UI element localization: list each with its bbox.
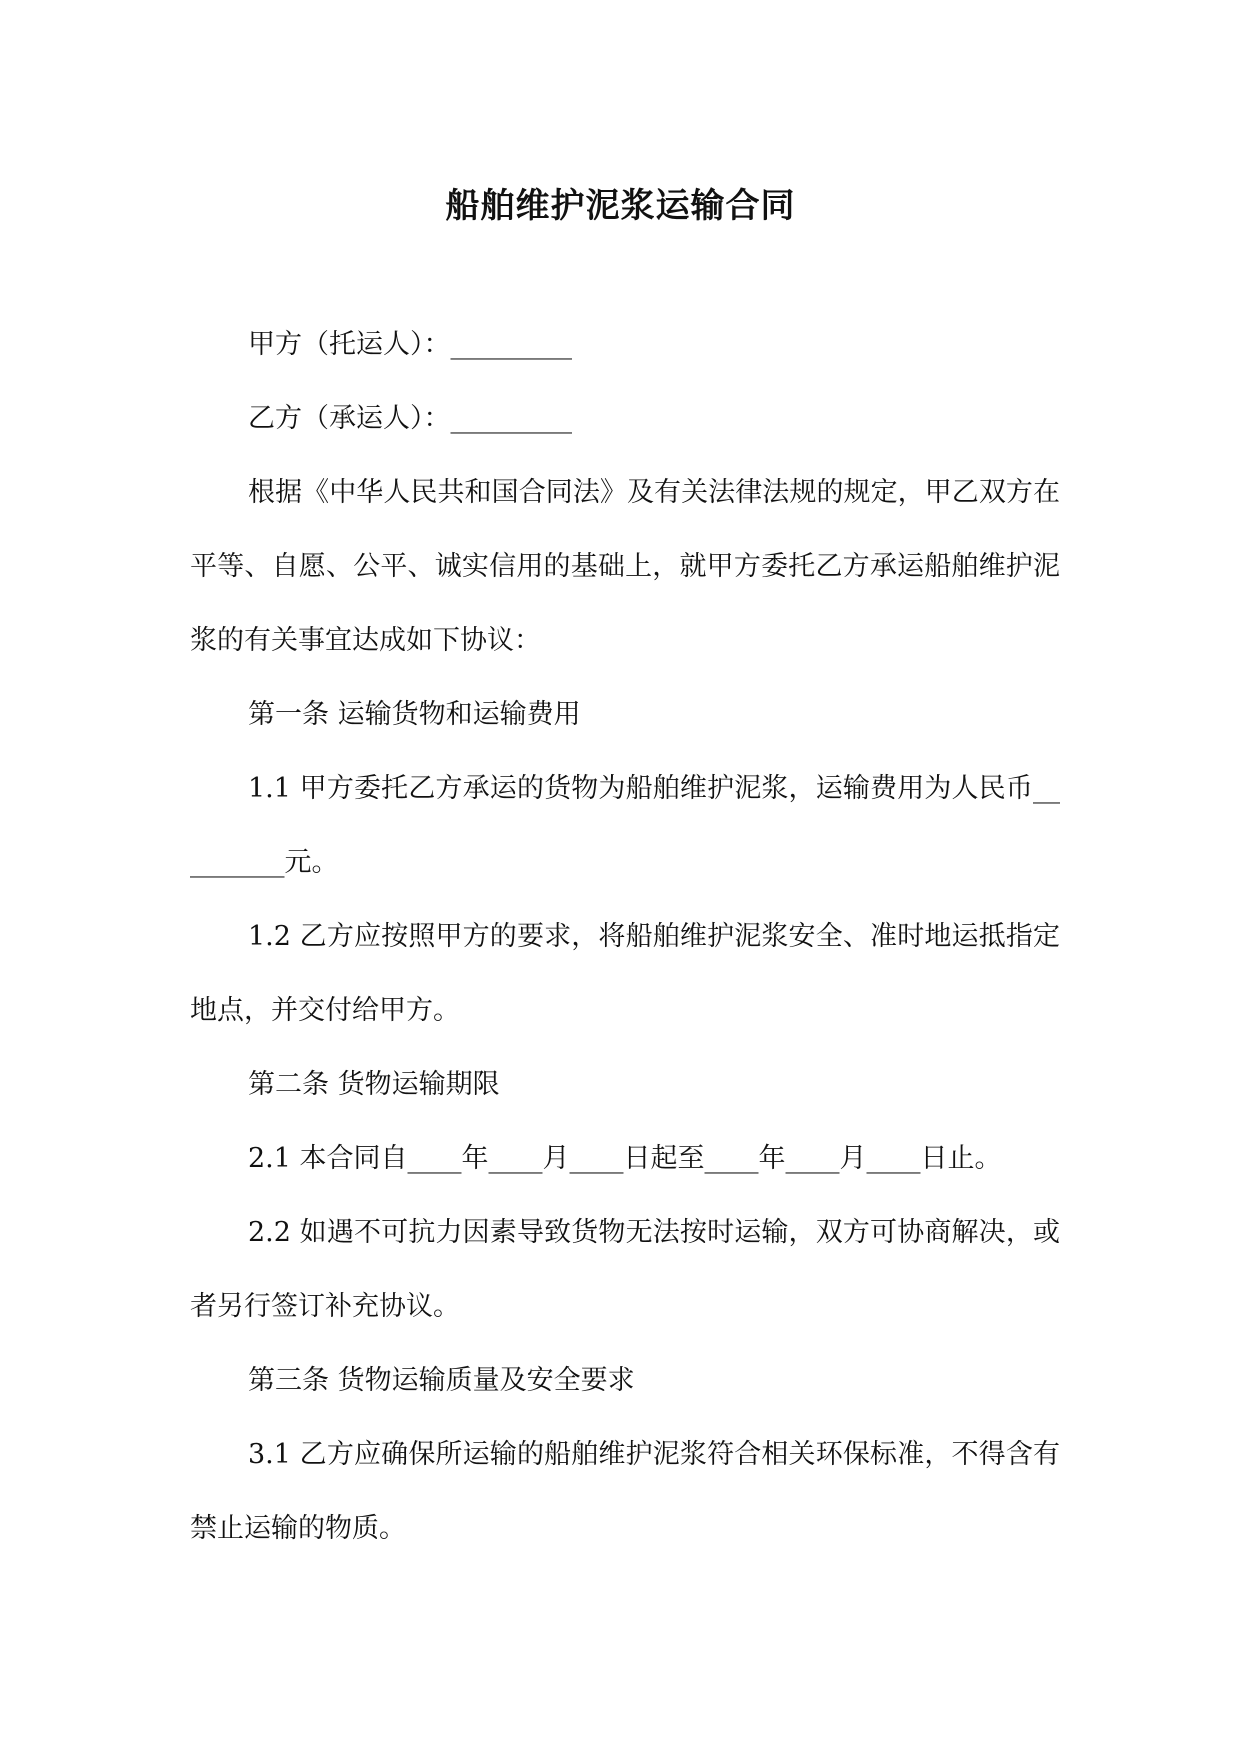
preamble-paragraph: 根据《中华人民共和国合同法》及有关法律法规的规定，甲乙双方在平等、自愿、公平、诚实信用的基础上，就甲方委托乙方承运船舶维护泥浆的有关事宜达成如下协议： (190, 477, 1060, 656)
clause-2-2: 2.2 如遇不可抗力因素导致货物无法按时运输，双方可协商解决，或者另行签订补充协议。 (190, 1217, 1060, 1322)
clause-2-1: 2.1 本合同自____年____月____日起至____年____月____日止。 (248, 1143, 1002, 1174)
party-b-line: 乙方（承运人）：_________ (248, 403, 572, 434)
party-a-line: 甲方（托运人）：_________ (248, 329, 572, 360)
article-2-heading: 第二条 货物运输期限 (248, 1069, 500, 1100)
document-title: 船舶维护泥浆运输合同 (445, 186, 796, 226)
clause-1-2: 1.2 乙方应按照甲方的要求，将船舶维护泥浆安全、准时地运抵指定地点，并交付给甲方。 (190, 921, 1060, 1026)
article-1-heading: 第一条 运输货物和运输费用 (248, 699, 581, 730)
clause-1-1: 1.1 甲方委托乙方承运的货物为船舶维护泥浆，运输费用为人民币_________元。 (190, 773, 1060, 878)
article-3-heading: 第三条 货物运输质量及安全要求 (248, 1365, 635, 1396)
document-body (190, 308, 1060, 1566)
clause-3-1: 3.1 乙方应确保所运输的船舶维护泥浆符合相关环保标准，不得含有禁止运输的物质。 (190, 1439, 1060, 1544)
